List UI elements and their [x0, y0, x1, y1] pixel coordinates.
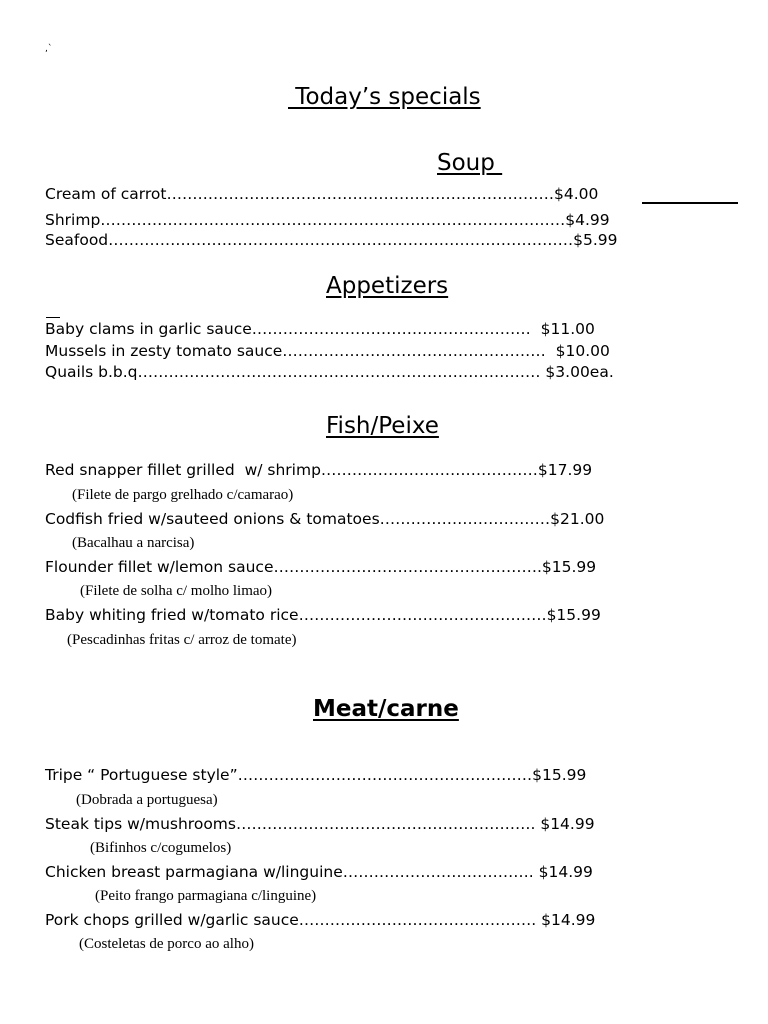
appetizer-item-mussels: Mussels in zesty tomato sauce…………………………………………… $10.00	[45, 342, 610, 360]
fish-item-baby-whiting-translation: (Pescadinhas fritas c/ arroz de tomate)	[67, 632, 297, 648]
soup-item-cream-of-carrot: Cream of carrot…………………………………………………………………$4.00	[45, 185, 599, 203]
short-rule	[46, 317, 60, 318]
soup-item-shrimp: Shrimp………………………………………………………………………………$4.99	[45, 211, 610, 229]
fish-item-flounder-translation: (Filete de solha c/ molho limao)	[80, 583, 273, 599]
soup-heading: Soup	[437, 150, 503, 176]
meat-item-steak-tips: Steak tips w/mushrooms…………………………………………………. $14.99	[45, 815, 595, 833]
fish-item-codfish-translation: (Bacalhau a narcisa)	[72, 535, 195, 551]
fish-item-flounder: Flounder fillet w/lemon sauce…………………………………………….$15.99	[45, 558, 597, 576]
appetizer-item-quails: Quails b.b.q…………………………………………………………………… $3.00ea.	[45, 363, 614, 381]
appetizers-heading: Appetizers	[326, 273, 449, 299]
meat-item-pork-chops-translation: (Costeletas de porco ao alho)	[79, 936, 254, 952]
meat-item-chicken-parmagiana-translation: (Peito frango parmagiana c/linguine)	[95, 888, 317, 904]
fish-item-codfish: Codfish fried w/sauteed onions & tomatoes……………………………$21.00	[45, 510, 605, 528]
fish-item-red-snapper-translation: (Filete de pargo grelhado c/camarao)	[72, 487, 294, 503]
meat-item-pork-chops: Pork chops grilled w/garlic sauce………………………………………. $14.99	[45, 911, 596, 929]
meat-item-chicken-parmagiana: Chicken breast parmagiana w/linguine………………………………. $14.99	[45, 863, 593, 881]
fish-heading: Fish/Peixe	[326, 413, 439, 439]
meat-item-tripe: Tripe “ Portuguese style”…………………………………………………$15.99	[45, 766, 587, 784]
underline-rule	[642, 202, 738, 204]
meat-item-steak-tips-translation: (Bifinhos c/cogumelos)	[90, 840, 232, 856]
meat-item-tripe-translation: (Dobrada a portuguesa)	[76, 792, 218, 808]
corner-mark: ,`	[45, 44, 53, 54]
appetizer-item-baby-clams: Baby clams in garlic sauce……………………………………………… $11.00	[45, 320, 595, 338]
fish-item-red-snapper: Red snapper fillet grilled w/ shrimp……………………………………$17.99	[45, 461, 593, 479]
soup-item-seafood: Seafood………………………………………………………………………………$5.99	[45, 231, 618, 249]
fish-item-baby-whiting: Baby whiting fried w/tomato rice…………………………………………$15.99	[45, 606, 601, 624]
meat-heading: Meat/carne	[313, 696, 459, 722]
page-title: Today’s specials	[288, 84, 481, 110]
